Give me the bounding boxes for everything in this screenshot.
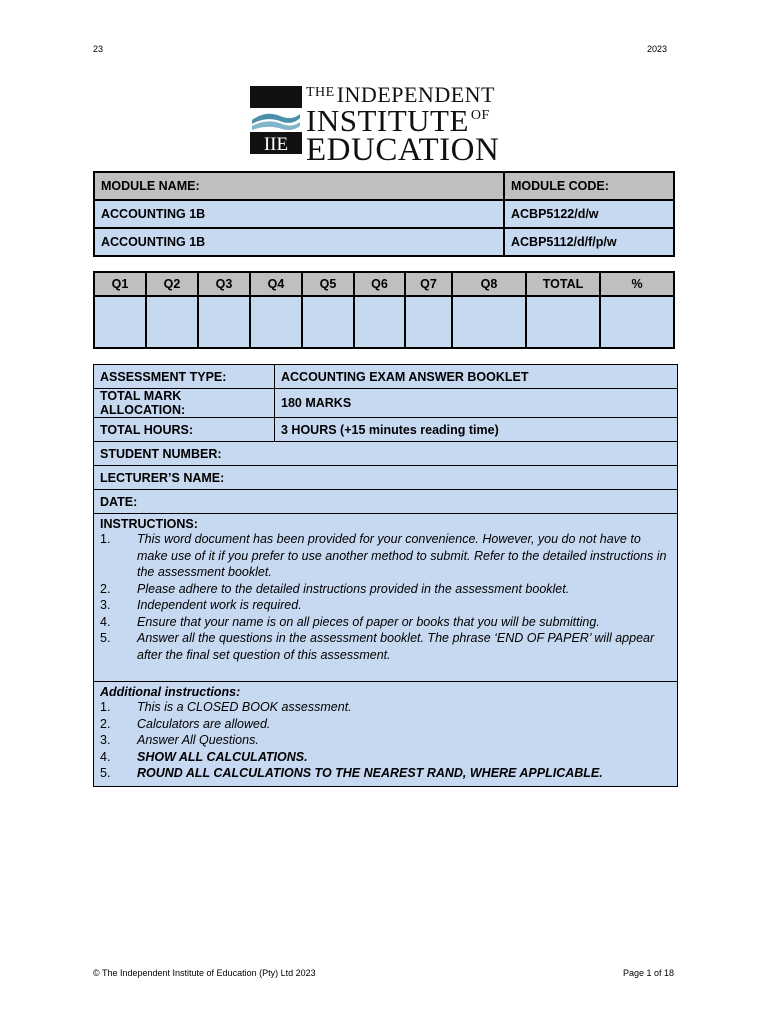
student-number-label: STUDENT NUMBER: bbox=[100, 446, 222, 461]
q1-mark-field[interactable] bbox=[94, 296, 146, 348]
footer-page-count: Page 1 of 18 bbox=[622, 968, 674, 978]
lecturer-name-label: LECTURER’S NAME: bbox=[100, 470, 225, 485]
module-code-header: MODULE CODE: bbox=[504, 172, 674, 200]
assessment-details-table bbox=[93, 364, 678, 787]
instruction-item: 2. Please adhere to the detailed instructions provided in the assessment booklet. bbox=[100, 581, 570, 596]
instruction-item: 4. Ensure that your name is on all pieces of paper or books that you will be submitting. bbox=[100, 614, 600, 629]
assessment-type-value: ACCOUNTING EXAM ANSWER BOOKLET bbox=[275, 365, 678, 389]
q8-mark-field[interactable] bbox=[452, 296, 526, 348]
module-name-cell: ACCOUNTING 1B bbox=[94, 200, 504, 228]
q2-mark-field[interactable] bbox=[146, 296, 198, 348]
total-mark-label: TOTAL MARK ALLOCATION: bbox=[94, 389, 275, 418]
lecturer-name-field[interactable] bbox=[94, 466, 678, 490]
q6-mark-field[interactable] bbox=[354, 296, 405, 348]
logo-education: EDUCATION bbox=[306, 132, 500, 168]
q3-mark-field[interactable] bbox=[198, 296, 250, 348]
logo-wordmark bbox=[306, 84, 499, 167]
additional-instruction-item: 3. Answer All Questions. bbox=[100, 733, 259, 747]
logo-institute: INSTITUTE bbox=[306, 103, 469, 138]
instruction-item: 5. Answer all the questions in the assessment booklet. The phrase ‘END OF PAPER’ will appear after the final set question of this assessment. bbox=[100, 631, 655, 662]
additional-instruction-item: 1. This is a CLOSED BOOK assessment. bbox=[100, 700, 352, 714]
logo-independent: INDEPENDENT bbox=[336, 82, 495, 107]
instruction-item: 3. Independent work is required. bbox=[100, 598, 302, 612]
q6-header: Q6 bbox=[354, 272, 405, 296]
logo-mark-text: IIE bbox=[263, 134, 289, 154]
total-mark-value: 180 MARKS bbox=[275, 389, 678, 418]
additional-instruction-item: 5. ROUND ALL CALCULATIONS TO THE NEAREST RAND, WHERE APPLICABLE. bbox=[100, 766, 603, 780]
q2-header: Q2 bbox=[146, 272, 198, 296]
footer-copyright: © The Independent Institute of Education (Pty) Ltd 2023 bbox=[93, 968, 316, 978]
q8-header: Q8 bbox=[452, 272, 526, 296]
iie-logo bbox=[250, 82, 520, 168]
total-hours-label: TOTAL HOURS: bbox=[94, 418, 275, 442]
q4-mark-field[interactable] bbox=[250, 296, 302, 348]
q5-header: Q5 bbox=[302, 272, 354, 296]
module-name-cell: ACCOUNTING 1B bbox=[94, 228, 504, 256]
iie-logo-mark-icon bbox=[250, 86, 302, 154]
percent-header: % bbox=[600, 272, 674, 296]
additional-instruction-item: 2. Calculators are allowed. bbox=[100, 716, 271, 731]
question-marks-table bbox=[93, 271, 675, 349]
q1-header: Q1 bbox=[94, 272, 146, 296]
assessment-type-label: ASSESSMENT TYPE: bbox=[94, 365, 275, 389]
header-year: 2023 bbox=[646, 44, 667, 54]
q5-mark-field[interactable] bbox=[302, 296, 354, 348]
instruction-item: 1. This word document has been provided for your convenience. However, you do not have to make use of it if you prefer to use another method to submit. Refer to the detailed instructions in the assessment booklet. bbox=[100, 532, 667, 579]
additional-instructions-section bbox=[94, 682, 678, 787]
additional-instructions-list bbox=[100, 699, 671, 782]
q3-header: Q3 bbox=[198, 272, 250, 296]
additional-instruction-item: 4. SHOW ALL CALCULATIONS. bbox=[100, 749, 308, 764]
date-label: DATE: bbox=[100, 494, 138, 509]
q7-header: Q7 bbox=[405, 272, 452, 296]
q7-mark-field[interactable] bbox=[405, 296, 452, 348]
instructions-title: INSTRUCTIONS: bbox=[100, 517, 198, 531]
total-header: TOTAL bbox=[526, 272, 600, 296]
module-code-cell: ACBP5112/d/f/p/w bbox=[504, 228, 674, 256]
module-code-cell: ACBP5122/d/w bbox=[504, 200, 674, 228]
module-name-header: MODULE NAME: bbox=[94, 172, 504, 200]
percent-field[interactable] bbox=[600, 296, 674, 348]
logo-of: OF bbox=[470, 108, 490, 123]
additional-instructions-title: Additional instructions: bbox=[100, 685, 241, 699]
logo-the: THE bbox=[306, 85, 335, 100]
q4-header: Q4 bbox=[250, 272, 302, 296]
instructions-list bbox=[100, 531, 671, 663]
date-field[interactable] bbox=[94, 490, 678, 514]
student-number-field[interactable] bbox=[94, 442, 678, 466]
instructions-section bbox=[94, 514, 678, 682]
total-hours-value: 3 HOURS (+15 minutes reading time) bbox=[275, 418, 678, 442]
total-mark-field[interactable] bbox=[526, 296, 600, 348]
module-table bbox=[93, 171, 675, 257]
header-page-number: 23 bbox=[93, 44, 104, 54]
